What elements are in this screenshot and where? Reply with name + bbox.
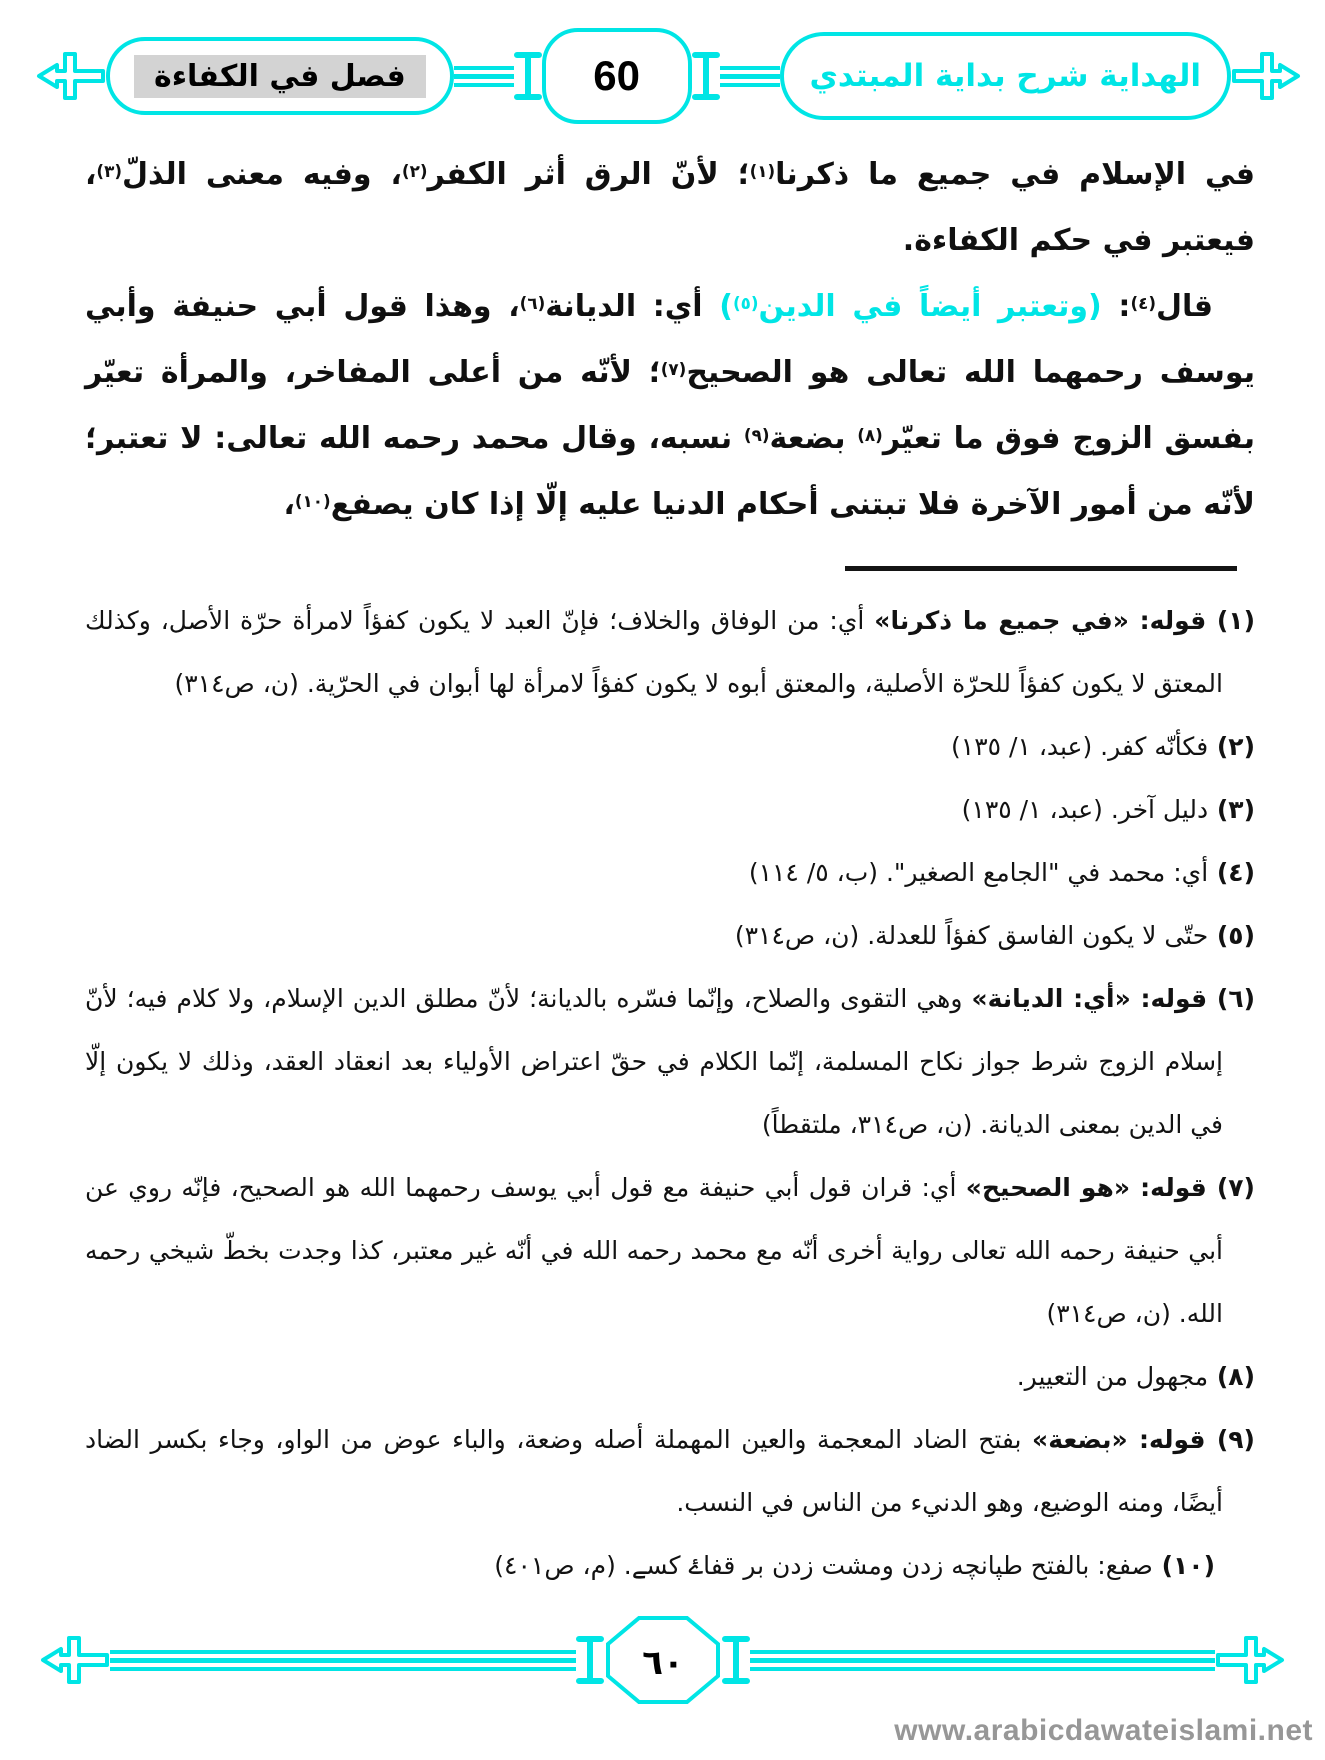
header-clamp-right-icon xyxy=(692,47,720,105)
text-segment: : xyxy=(1101,289,1131,324)
header-left-finial-icon xyxy=(36,47,106,105)
footer-rod-left xyxy=(110,1650,576,1671)
text-segment: (٦) قوله: xyxy=(1130,984,1256,1013)
text-segment: ؛ لأنّه من أعلى المفاخر، والمرأة تعيّر بفسق الزوج فوق ما تعيّر xyxy=(85,355,1255,456)
text-segment: دليل آخر. (عبد، ١/ ١٣٥) xyxy=(961,795,1209,824)
footnote xyxy=(85,1408,1255,1534)
footnote-reference-marker: (٨) xyxy=(857,425,883,445)
text-segment: (٤) xyxy=(1208,858,1255,887)
footnote-reference-marker: (٤) xyxy=(1130,293,1157,313)
text-segment: صفع: بالفتح طپانچه زدن ومشت زدن بر قفاۓ كسے. (م، ص٤٠١) xyxy=(494,1551,1153,1580)
text-segment: (١) قوله: xyxy=(1128,606,1255,635)
footer-page-number-badge xyxy=(604,1614,722,1706)
text-segment: أي: محمد في "الجامع الصغير". (ب، ٥/ ١١٤) xyxy=(748,858,1209,887)
text-segment: (وتعتبر أيضاً في الدين xyxy=(758,289,1102,324)
footnote-reference-marker: (٢) xyxy=(401,161,428,181)
text-segment: أي: قران قول أبي حنيفة مع قول أبي يوسف رحمهما الله هو الصحيح، فإنّه روي عن أبي حنيفة رحمه الله تعالى رواية أخرى أنّه مع محمد رحمه الله في أنّه غير معتبر، كذا وجدت بخطّ شيخي رحمه الله. (ن، ص٣١٤) xyxy=(85,1173,1223,1328)
text-segment: (٥) xyxy=(1208,921,1255,950)
footer-right-finial-icon xyxy=(1215,1631,1285,1689)
header-rod-right xyxy=(720,66,780,87)
body-paragraph xyxy=(85,274,1255,538)
footnote-reference-marker: (٣) xyxy=(96,161,122,181)
text-segment: «في جميع ما ذكرنا» xyxy=(874,606,1129,635)
text-segment: بضعة xyxy=(769,421,858,456)
text-segment: (٧) قوله: xyxy=(1130,1173,1255,1202)
text-segment: حتّى لا يكون الفاسق كفؤاً للعدلة. (ن، ص٣١٤) xyxy=(734,921,1209,950)
footer-left-finial-icon xyxy=(40,1631,110,1689)
header-page-number-badge: 60 xyxy=(542,28,692,124)
text-segment: (٢) xyxy=(1208,732,1255,761)
footnote xyxy=(85,1534,1255,1597)
footer-clamp-right-icon xyxy=(722,1631,750,1689)
header-ornament-bar xyxy=(36,26,1301,126)
footnote-reference-marker: (٥) xyxy=(732,293,759,313)
footnote-reference-marker: (١٠) xyxy=(294,491,331,511)
text-segment: نسبه، وقال محمد رحمه الله تعالى: لا تعتبر؛ لأنّه من أمور الآخرة فلا تبتنى أحكام الدنيا عليه إلّا إذا كان يصفع xyxy=(85,421,1255,522)
text-segment: بفتح الضاد المعجمة والعين المهملة أصله وضعة، والباء عوض من الواو، وجاء بكسر الضاد أيضًا، ومنه الوضيع، وهو الدنيء من الناس في النسب. xyxy=(85,1425,1223,1517)
text-segment: (٨) xyxy=(1208,1362,1255,1391)
text-segment: ) xyxy=(719,289,733,324)
text-segment: (٩) قوله: xyxy=(1127,1425,1255,1454)
footnote-separator xyxy=(845,566,1237,571)
text-segment: أي: من الوفاق والخلاف؛ فإنّ العبد لا يكون كفؤاً لامرأة حرّة الأصل، وكذلك المعتق لا يكون كفؤاً للحرّة الأصلية، والمعتق أبوه لا يكون كفؤاً لامرأة لها أبوان في الحرّية. (ن، ص٣١٤) xyxy=(85,606,1223,698)
text-segment: قال xyxy=(1156,289,1213,324)
text-segment: «أي: الديانة» xyxy=(971,984,1131,1013)
footnote xyxy=(85,715,1255,778)
header-right-finial-icon xyxy=(1231,47,1301,105)
footnote xyxy=(85,1156,1255,1345)
footer-clamp-left-icon xyxy=(576,1631,604,1689)
footer-page-number: ٦٠ xyxy=(641,1643,684,1683)
header-rod-left xyxy=(454,66,514,87)
text-segment: ؛ لأنّ الرق أثر الكفر xyxy=(427,157,750,192)
footnotes-block xyxy=(85,589,1255,1597)
text-segment: وهي التقوى والصلاح، وإنّما فسّره بالديانة؛ لأنّ مطلق الدين الإسلام، ولا كلام فيه؛ لأنّ إسلام الزوج شرط جواز نكاح المسلمة، إنّما الكلام في حقّ اعتراض الأولياء بعد انعقاد العقد، وذلك لا يكون إلّا في الدين بمعنى الديانة. (ن، ص٣١٤، ملتقطاً) xyxy=(85,984,1223,1139)
header-section-label: فصل في الكفاءة xyxy=(134,55,426,98)
footnote xyxy=(85,589,1255,715)
text-segment: «هو الصحيح» xyxy=(965,1173,1131,1202)
website-watermark: www.arabicdawateislami.net xyxy=(894,1714,1313,1747)
text-segment: أي: الديانة xyxy=(545,289,720,324)
footnote-reference-marker: (٩) xyxy=(743,425,770,445)
text-segment: ، xyxy=(283,487,295,522)
text-segment: ، فيعتبر في حكم الكفاءة. xyxy=(85,157,1255,258)
footnote xyxy=(85,778,1255,841)
text-segment: مجهول من التعيير. xyxy=(1016,1362,1209,1391)
footnote xyxy=(85,967,1255,1156)
footnote-reference-marker: (١) xyxy=(749,161,776,181)
text-segment: ، وهذا قول أبي حنيفة وأبي يوسف رحمهما الله تعالى هو الصحيح xyxy=(85,289,1255,390)
footnote xyxy=(85,1345,1255,1408)
body-text xyxy=(85,142,1255,538)
header-clamp-left-icon xyxy=(514,47,542,105)
text-segment: فكأنّه كفر. (عبد، ١/ ١٣٥) xyxy=(951,732,1209,761)
footnote-reference-marker: (٦) xyxy=(519,293,546,313)
text-segment: في الإسلام في جميع ما ذكرنا xyxy=(775,157,1255,192)
footnote xyxy=(85,904,1255,967)
header-section-pill xyxy=(106,37,454,115)
footer-ornament-bar xyxy=(40,1612,1285,1708)
footnote xyxy=(85,841,1255,904)
book-title-pill: الهداية شرح بداية المبتدي xyxy=(780,32,1231,120)
footnote-reference-marker: (٧) xyxy=(660,359,687,379)
text-segment: «بضعة» xyxy=(1032,1425,1128,1454)
text-segment: ، وفيه معنى الذلّ xyxy=(122,157,402,192)
text-segment: (١٠) xyxy=(1152,1551,1215,1580)
footer-rod-right xyxy=(750,1650,1216,1671)
text-segment: (٣) xyxy=(1208,795,1255,824)
body-paragraph xyxy=(85,142,1255,274)
